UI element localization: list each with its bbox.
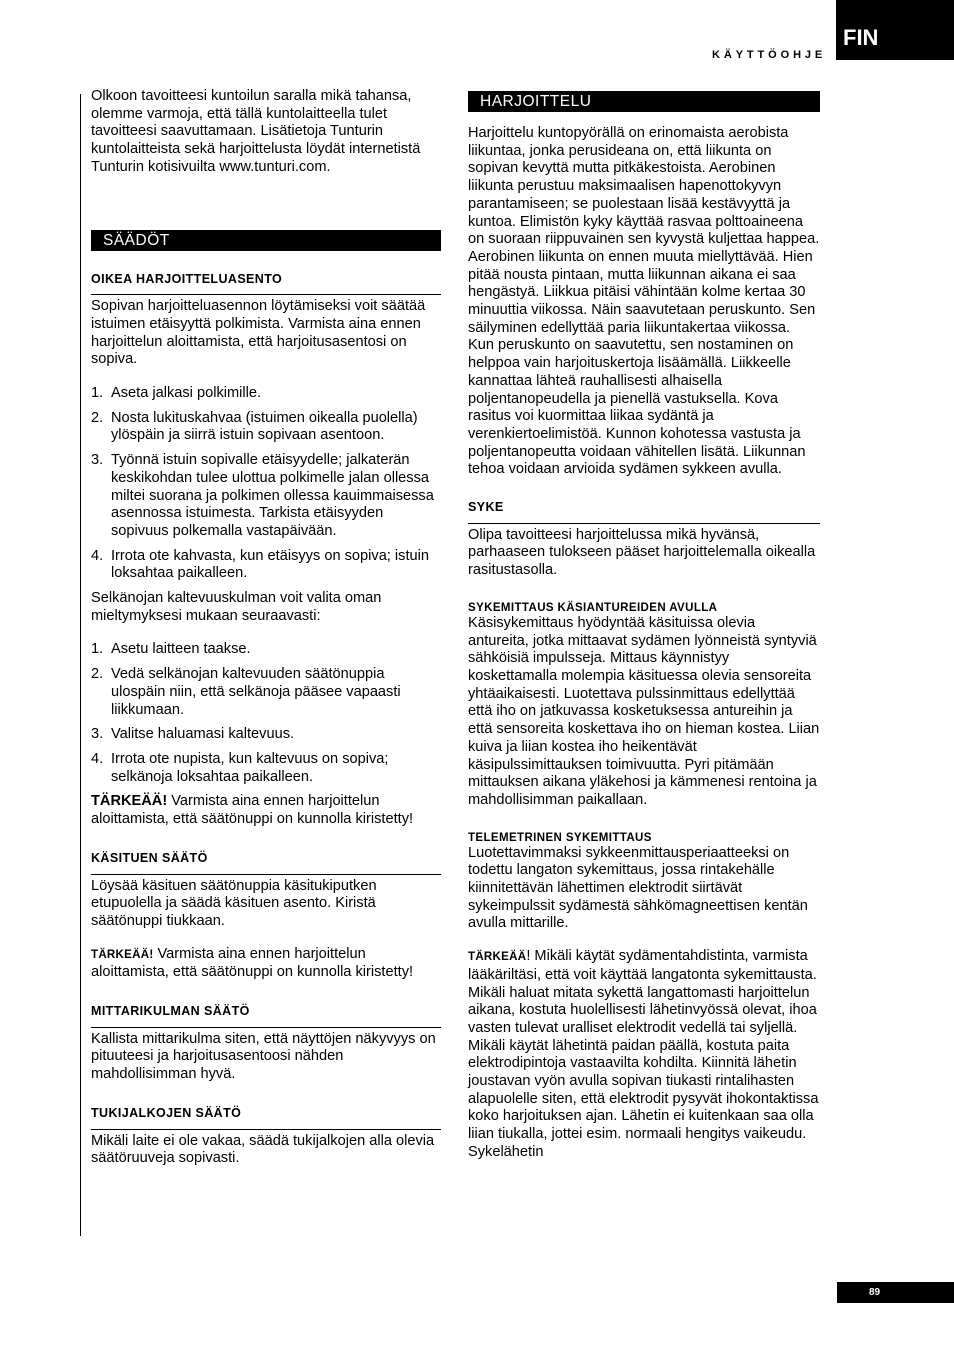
page-number: 89 xyxy=(837,1282,954,1303)
paragraph-harjoittelu: Harjoittelu kuntopyörällä on erinomaista aerobista liikuntaa, jonka perusideana on, että liikunta on sopivan kevyttä mutta pitkäkestoista. Aerobinen liikunta perustuu maksimaalisen hapenottokyvyn parantamiseen; se puolestaan lisää kestävyyttä ja kuntoa. Elimistön kyky käyttää rasvaa polttoaineena on suoraan riippuvainen sen kyvystä kuljettaa happea. Aerobinen liikunta on ennen muuta miellyttävää. Hien pitää nousta pintaan, mutta liikunnan aikana ei saa hengästyä. Liikkua pitäisi vähintään kolme kertaa 30 minuuttia viikossa. Näin saavutetaan peruskunto. Sen säilyminen edellyttää paria liikuntakertaa viikossa. Kun peruskunto on saavutettu, sen nostaminen on helppoa vain harjoituskertoja lisäämällä. Liikkeelle kannattaa lähteä rauhallisesti alhaisella poljentanopeudella ja pienellä vastuksella. Kova rasitus voi kuormittaa liikaa sydäntä ja verenkiertoelimistöä. Kunnon kohotessa vastusta ja poljentanopeutta voidaan vähitellen lisätä. Liikunnan tehoa voidaan arvioida sydämen sykkeen avulla. xyxy=(468,125,820,478)
document-label: KÄYTTÖOHJE xyxy=(712,49,827,61)
important-label: TÄRKEÄÄ xyxy=(468,951,527,964)
intro-paragraph: Olkoon tavoitteesi kuntoilun saralla mikä tahansa, olemme varmoja, että tällä kuntolaitteella tulet tavoitteesi saavuttamaan. Lisätietoja Tunturin kuntolaitteista sekä harjoittelusta löydät internetistä Tunturin kotisivuilta www.tunturi.com. xyxy=(91,88,421,175)
list-item: 1. Asetu laitteen taakse. xyxy=(91,641,251,658)
subhead-tukijalat: TUKIJALKOJEN SÄÄTÖ xyxy=(91,1105,441,1130)
paragraph-kasituki: Löysää käsituen säätönuppia käsitukiputken etupuolella ja säädä käsituen asento. Kiristä säätönuppi tiukkaan. xyxy=(91,877,377,929)
list-item: 3. Valitse haluamasi kaltevuus. xyxy=(91,726,295,743)
right-column xyxy=(468,91,820,1162)
paragraph-tukijalat: Mikäli laite ei ole vakaa, säädä tukijalkojen alla olevia säätöruuveja sopivasti. xyxy=(91,1132,435,1167)
list-item: 3. Työnnä istuin sopivalle etäisyydelle; jalkaterän keskikohdan tulee ulottua polkimelle jalan ollessa miltei suorana ja polkimen ollessa kauimmaisessa asennossa istuimesta. Tarkista etäisyyden sopivuus polkemalla vastapäivään. xyxy=(91,452,434,539)
language-tab: FIN xyxy=(836,0,954,60)
paragraph-syke: Olipa tavoitteesi harjoittelussa mikä hyvänsä, parhaaseen tulokseen pääset harjoittelemalla oikealla rasitustasolla. xyxy=(468,526,816,579)
list-item: 4. Irrota ote kahvasta, kun etäisyys on sopiva; istuin loksahtaa paikalleen. xyxy=(91,547,429,582)
steps-list-seat xyxy=(91,385,441,583)
important-note-1: TÄRKEÄÄ! Varmista aina ennen harjoittelun aloittamista, että säätönuppi on kunnolla kiristetty! xyxy=(91,793,414,828)
subhead-telemetrinen: TELEMETRINEN SYKEMITTAUS xyxy=(468,831,652,844)
paragraph-kasisyke: Käsisykemittaus hyödyntää käsituissa olevia antureita, jotka mittaavat sydämen lyönneistä syntyviä sähköisiä impulsseja. Mittaus käynnistyy koskettamalla molempia käsituessa olevia sensoreita yhtäaikaisesti. Luotettava pulssinmittaus edellyttää että iho on jatkuvassa kosketuksessa antureihin ja että sensoreita koskettava iho on hieman kostea. Liian kuiva ja liian kostea iho heikentävät käsipulssimittauksen toimivuutta. Pyri pitämään mittauksen aikana yläkehosi ja kämmenesi rentoina ja mahdollisimman paikallaan. xyxy=(468,614,820,808)
subhead-syke: SYKE xyxy=(468,499,820,524)
list-item: 1. Aseta jalkasi polkimille. xyxy=(91,385,262,402)
list-item: 2. Vedä selkänojan kaltevuuden säätönuppia ulospäin niin, että selkänoja pääsee vapaasti liikkumaan. xyxy=(91,666,401,718)
list-item: 2. Nosta lukituskahvaa (istuimen oikealla puolella) ylöspäin ja siirrä istuin sopivaan asentoon. xyxy=(91,409,418,444)
important-note-telemetry: TÄRKEÄÄ! Mikäli käytät sydämentahdistinta, varmista lääkäriltäsi, että voit käyttää langatonta sykemittausta. Mikäli haluat mitata sykettä langattomasti harjoittelun aikana, kostuta huolellisesti lähetinvyössä olevat, ihoa vasten tulevat uralliset elektrodit vedellä tai syljellä. Mikäli käytät lähetintä paidan päällä, kostuta paita elektrodipintoja vastaavilta kohdilta. Kiinnitä lähetin joustavan vyön avulla sopivan tiukasti rintalihasten alapuolelle siten, että elektrodit pysyvät ihokontaktissa koko harjoituksen ajan. Lähetin ei kuitenkaan saa olla liian tiukalla, jottei esim. normaali hengitys vaikeudu. Sykelähetin xyxy=(468,948,819,1160)
steps-list-backrest xyxy=(91,641,441,786)
subhead-harjoitteluasento: OIKEA HARJOITTELUASENTO xyxy=(91,271,441,296)
subhead-kasisyke: SYKEMITTAUS KÄSIANTUREIDEN AVULLA xyxy=(468,601,718,614)
important-label: TÄRKEÄÄ! xyxy=(91,948,154,961)
paragraph-mittarikulma: Kallista mittarikulma siten, että näyttöjen näkyvyys on pituuteesi ja harjoitusasentoosi nähden mahdollisimman hyvä. xyxy=(91,1030,436,1083)
column-divider xyxy=(80,94,81,1236)
subhead-mittarikulma: MITTARIKULMAN SÄÄTÖ xyxy=(91,1003,441,1028)
subhead-kasituki: KÄSITUEN SÄÄTÖ xyxy=(91,850,441,875)
paragraph-harjoitteluasento: Sopivan harjoitteluasennon löytämiseksi voit säätää istuimen etäisyyttä polkimista. Varmista aina ennen harjoittelun aloittamista, että harjoitusasentosi on sopiva. xyxy=(91,298,426,368)
section-title-saadot: SÄÄDÖT xyxy=(91,230,441,251)
left-column xyxy=(91,88,441,1168)
list-item: 4. Irrota ote nupista, kun kaltevuus on sopiva; selkänoja loksahtaa paikalleen. xyxy=(91,750,389,785)
paragraph-backrest: Selkänojan kaltevuuskulman voit valita oman mieltymyksesi mukaan seuraavasti: xyxy=(91,590,382,624)
important-label: TÄRKEÄÄ! xyxy=(91,793,168,810)
paragraph-telemetrinen: Luotettavimmaksi sykkeenmittausperiaatteeksi on todettu langaton sykemittaus, jossa rintakehälle kiinnitettävän lähettimen elektrodit siirtävät sykeimpulssit sydämestä sähkömagneettisen kentän avulla mittarille. xyxy=(468,844,808,932)
important-note-2: TÄRKEÄÄ! Varmista aina ennen harjoittelun aloittamista, että säätönuppi on kunnolla kiristetty! xyxy=(91,945,414,981)
section-title-harjoittelu: HARJOITTELU xyxy=(468,91,820,112)
